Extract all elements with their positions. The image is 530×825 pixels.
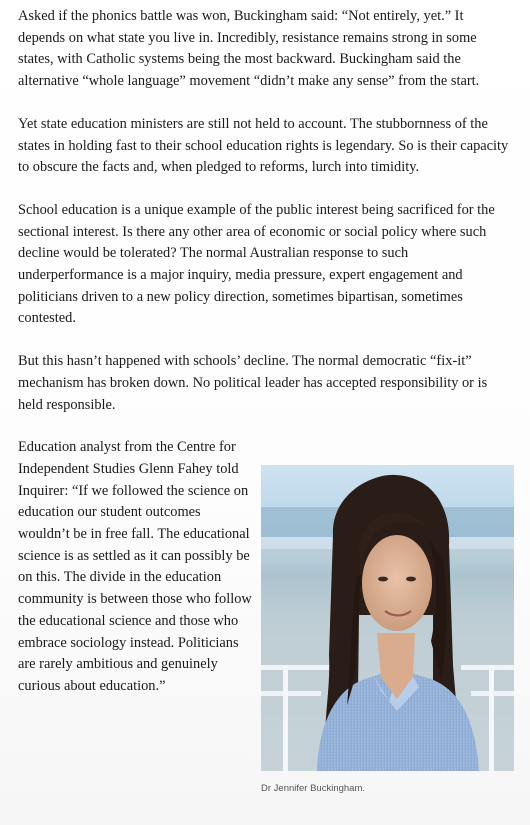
paragraph-phonics: Asked if the phonics battle was won, Buckingham said: “Not entirely, yet.” It depends on what state you live in. Incredibly, resistance remains strong in some states, with Catholic systems being the most backward. Buckingham said the alternative “whole language” movement “didn’t make any sense” from the start. [18, 8, 480, 90]
figure [261, 465, 514, 794]
quote-with-figure [18, 437, 512, 795]
photo-caption: Dr Jennifer Buckingham. [261, 783, 366, 795]
portrait-photo [261, 465, 514, 771]
paragraph-fahey-quote: Education analyst from the Centre for Independent Studies Glenn Fahey told Inquirer: “If we followed the science on education our student outcomes wouldn’t be in free fall. The educational science is as settled as it can possibly be on this. The divide in the education community is between those who follow the educational science and those who embrace sociology instead. Politicians are rarely ambitious and genuinely curious about education.” [18, 439, 252, 694]
paragraph-decline: But this hasn’t happened with schools’ decline. The normal democratic “fix-it” mechanism has broken down. No political leader has accepted responsibility or is held responsible. [18, 353, 488, 413]
paragraph-public-interest: School education is a unique example of the public interest being sacrificed for the sectional interest. Is there any other area of economic or social policy where such decline would be tolerated? The normal Australian response to such underperformance is a major inquiry, media pressure, expert engagement and politicians driven to a new policy direction, sometimes bipartisan, sometimes contested. [18, 201, 495, 327]
paragraph-ministers: Yet state education ministers are still not held to account. The stubbornness of the states in holding fast to their school education rights is legendary. So is their capacity to obscure the facts and, when pledged to reforms, lurch into timidity. [18, 115, 509, 176]
